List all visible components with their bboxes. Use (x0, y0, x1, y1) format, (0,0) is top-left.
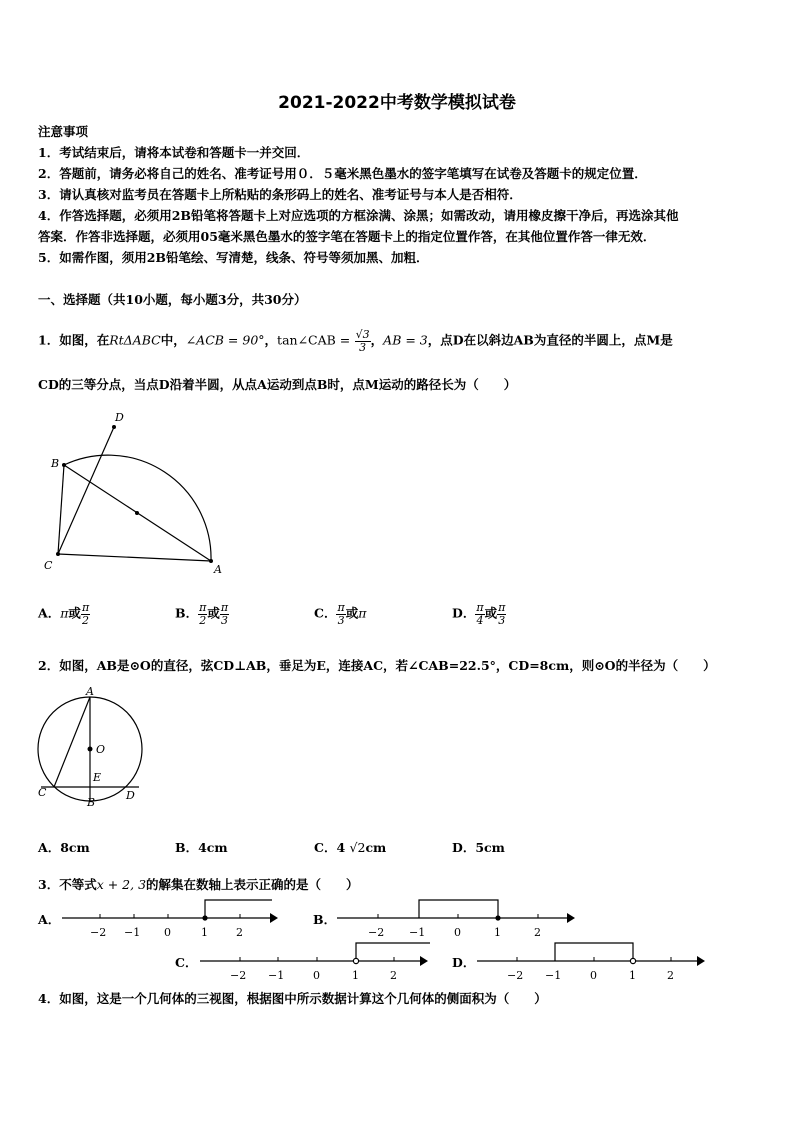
q3-option-a-label[interactable]: A． (38, 912, 61, 927)
svg-text:2: 2 (390, 969, 397, 982)
center-point (135, 511, 139, 515)
svg-text:D: D (126, 789, 135, 802)
segment-ca (58, 554, 211, 561)
svg-text:−1: −1 (124, 926, 141, 939)
svg-text:2: 2 (534, 926, 541, 939)
notice-item: 1．考试结束后，请将本试卷和答题卡一并交回． (38, 145, 310, 160)
segment-bc (58, 465, 64, 554)
notice-item: 4．作答选择题，必须用2B铅笔将答题卡上对应选项的方框涂满、涂黑；如需改动，请用橡皮擦干净后，再选涂其他 (38, 208, 679, 223)
q2-option-c[interactable]: C．4 √2cm (314, 840, 387, 855)
q3-option-c-label[interactable]: C． (175, 955, 198, 970)
segment-cd (58, 427, 114, 554)
notice-heading: 注意事项 (38, 124, 89, 139)
q3-option-b-label[interactable]: B． (313, 912, 337, 927)
svg-text:2: 2 (667, 969, 674, 982)
q1-option-b[interactable]: B． $\frac{\pi}{2}$ 或 $\frac{\pi}{3}$ (175, 601, 229, 627)
q1-option-d[interactable]: D． $\frac{\pi}{4}$ 或 $\frac{\pi}{3}$ (452, 601, 506, 627)
label-c: C (44, 559, 53, 572)
svg-text:0: 0 (590, 969, 597, 982)
svg-text:B: B (87, 796, 96, 808)
q1-option-a[interactable]: A．π或 $\frac{\pi}{2}$ (38, 601, 90, 627)
page-title: 2021-2022中考数学模拟试卷 (278, 93, 516, 113)
svg-text:0: 0 (164, 926, 171, 939)
notice-item: 5．如需作图，须用2B铅笔绘、写清楚，线条、符号等须加黑、加粗． (38, 250, 429, 265)
label-a: A (214, 563, 222, 576)
q3-option-b-numberline (335, 895, 580, 943)
q3-option-a-numberline (60, 895, 280, 943)
svg-text:1: 1 (201, 926, 208, 939)
center-point (88, 747, 93, 752)
notice-item: 2．答题前，请务必将自己的姓名、准考证号用０．５毫米黑色墨水的签字笔填写在试卷及答题卡的规定位置． (38, 166, 647, 181)
semicircle-arc (64, 455, 211, 561)
q2-option-d[interactable]: D．5cm (452, 840, 505, 855)
svg-text:−2: −2 (90, 926, 107, 939)
section-heading: 一、选择题（共10小题，每小题3分，共30分） (38, 292, 307, 307)
notice-item: 答案．作答非选择题，必须用05毫米黑色墨水的签字笔在答题卡上的指定位置作答，在其他位置作答一律无效． (38, 229, 656, 244)
label-b: B (51, 457, 60, 470)
segment-ac (54, 697, 90, 787)
svg-text:2: 2 (236, 926, 243, 939)
svg-text:1: 1 (494, 926, 501, 939)
svg-text:C: C (38, 786, 47, 799)
question-2-stem: 2．如图，AB是⊙O的直径，弦CD⊥AB，垂足为E，连接AC，若∠CAB=22.5°，CD=8cm，则⊙O的半径为（ ） (38, 658, 716, 673)
svg-text:O: O (96, 743, 106, 756)
question-1-stem: 1．如图，在RtΔABC中，∠ACB = 90°，tan∠CAB = $\frac{√3}{3}$ ，AB = 3，点D在以斜边AB为直径的半圆上，点M是 (38, 328, 673, 354)
notice-item: 3．请认真核对监考员在答题卡上所粘贴的条形码上的姓名、准考证号与本人是否相符． (38, 187, 522, 202)
svg-text:−2: −2 (368, 926, 385, 939)
svg-text:A: A (86, 685, 94, 698)
svg-text:1: 1 (629, 969, 636, 982)
q2-option-b[interactable]: B．4cm (175, 840, 228, 855)
question-3-stem: 3．不等式x + 2, 3的解集在数轴上表示正确的是（ ） (38, 877, 359, 892)
svg-text:−1: −1 (268, 969, 285, 982)
q1-option-c[interactable]: C． $\frac{\pi}{3}$ 或π (314, 601, 367, 627)
svg-text:−1: −1 (545, 969, 562, 982)
question-2-figure (30, 683, 150, 808)
svg-text:E: E (93, 771, 102, 784)
q3-option-d-numberline (475, 938, 715, 986)
q3-option-c-numberline (198, 938, 433, 986)
q2-option-a[interactable]: A．8cm (38, 840, 90, 855)
q3-option-d-label[interactable]: D． (452, 955, 476, 970)
svg-text:−2: −2 (507, 969, 524, 982)
question-1-stem-line2: CD的三等分点，当点D沿着半圆，从点A运动到点B时，点M运动的路径长为（ ） (38, 377, 517, 392)
question-4-stem: 4．如图，这是一个几何体的三视图，根据图中所示数据计算这个几何体的侧面积为（ ） (38, 991, 547, 1006)
svg-text:−2: −2 (230, 969, 247, 982)
question-1-figure (38, 405, 248, 580)
svg-text:0: 0 (454, 926, 461, 939)
label-d: D (115, 411, 124, 424)
svg-text:0: 0 (313, 969, 320, 982)
svg-text:1: 1 (352, 969, 359, 982)
svg-text:−1: −1 (409, 926, 426, 939)
